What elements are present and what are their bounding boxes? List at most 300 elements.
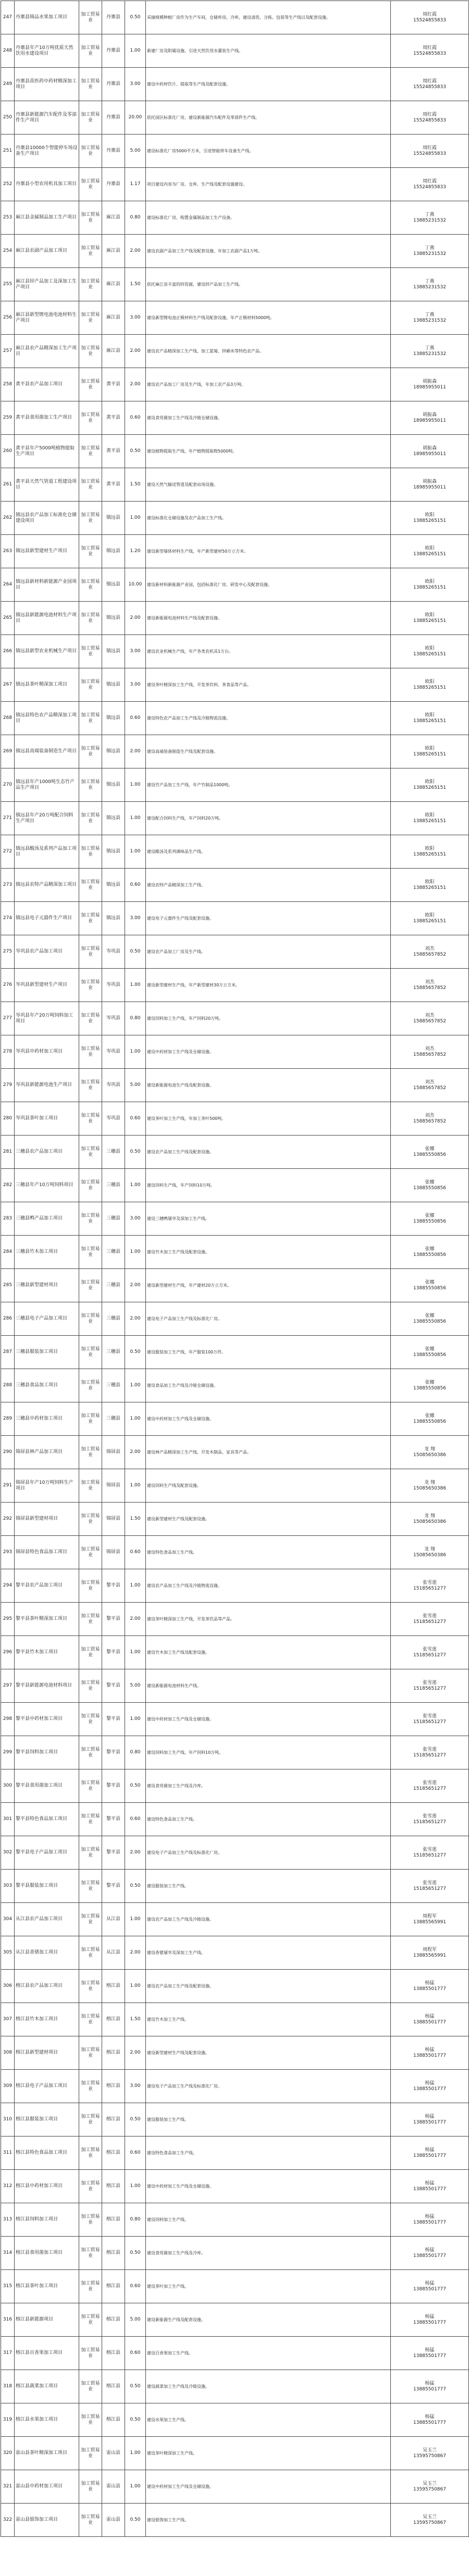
cell-index: 319 (1, 2403, 15, 2437)
cell-contact: 欧阳 13885265151 (391, 735, 469, 768)
cell-project-name: 黎平县电子产品加工项目 (15, 1836, 79, 1870)
cell-contact: 杨猛 13885501777 (391, 2303, 469, 2337)
cell-industry: 加工贸易业 (79, 2036, 102, 2070)
cell-index: 268 (1, 702, 15, 735)
cell-description: 建设标准化厂房5000平方米，引进智能停车设备生产线。 (146, 135, 391, 168)
cell-investment: 0.60 (125, 702, 146, 735)
cell-county: 黄平县 (102, 401, 125, 435)
cell-description: 建设茶叶加工生产线。 (146, 2270, 391, 2303)
table-row (1, 735, 469, 768)
cell-industry: 加工贸易业 (79, 1136, 102, 1169)
table-row (1, 1569, 469, 1603)
cell-index: 296 (1, 1636, 15, 1669)
table-row (1, 1202, 469, 1236)
cell-contact: 刘杰 15885657852 (391, 1069, 469, 1102)
cell-county: 榕江县 (102, 2270, 125, 2303)
cell-description: 建设竹木加工生产线。 (146, 2003, 391, 2036)
cell-investment: 1.20 (125, 535, 146, 568)
cell-investment: 2.00 (125, 368, 146, 401)
cell-contact: 杨猛 13885501777 (391, 2370, 469, 2403)
cell-investment: 0.50 (125, 1336, 146, 1369)
cell-description: 建设服装加工生产线，年产服装100万件。 (146, 1336, 391, 1369)
cell-industry: 加工贸易业 (79, 1636, 102, 1669)
cell-industry: 加工贸易业 (79, 1903, 102, 1936)
cell-index: 254 (1, 235, 15, 268)
cell-contact: 欧阳 13885265151 (391, 635, 469, 668)
cell-index: 263 (1, 535, 15, 568)
cell-project-name: 镇远县年产20万吨配合饲料生产项目 (15, 802, 79, 835)
cell-index: 271 (1, 802, 15, 835)
cell-project-name: 黎平县特色食品加工项目 (15, 1803, 79, 1836)
cell-industry: 加工贸易业 (79, 235, 102, 268)
cell-industry: 加工贸易业 (79, 2070, 102, 2103)
table-row (1, 1703, 469, 1736)
cell-description: 建设电子产品加工生产线及标准化厂房。 (146, 2070, 391, 2103)
cell-county: 麻江县 (102, 268, 125, 301)
cell-industry: 加工贸易业 (79, 1402, 102, 1436)
cell-contact: 胡振森 18985955011 (391, 368, 469, 401)
cell-description: 建设饲料生产线及配套设施。 (146, 1469, 391, 1503)
cell-project-name: 黎平县食用菌加工项目 (15, 1769, 79, 1803)
table-row (1, 1369, 469, 1402)
cell-investment: 0.50 (125, 435, 146, 468)
cell-investment: 20.00 (125, 101, 146, 135)
cell-county: 雷山县 (102, 2470, 125, 2504)
cell-industry: 加工贸易业 (79, 969, 102, 1002)
cell-project-name: 榕江县特色食品加工项目 (15, 2137, 79, 2170)
cell-index: 277 (1, 1002, 15, 1035)
cell-project-name: 锦屏县年产10万吨饲料生产项目 (15, 1469, 79, 1503)
cell-county: 黄平县 (102, 368, 125, 401)
table-row (1, 2170, 469, 2203)
cell-investment: 1.00 (125, 34, 146, 68)
cell-description: 建设林产品精深加工生产线，开发木制品、家具等产品。 (146, 1436, 391, 1469)
cell-investment: 1.00 (125, 1169, 146, 1202)
cell-contact: 张娜 13885550856 (391, 1136, 469, 1169)
cell-description: 建设农产品精深加工生产线，加工蓝莓、锌硒米等特色农产品。 (146, 335, 391, 368)
cell-description: 新建厂房及附属设施，引进天然饮用水灌装生产线。 (146, 34, 391, 68)
cell-investment: 5.00 (125, 135, 146, 168)
cell-description: 采摘规模种植厂房作为生产车间，仓储库房，冷库，建设清洗、分拣、包装等生产线以及配套设施。 (146, 1, 391, 34)
table-row (1, 2370, 469, 2403)
cell-investment: 2.00 (125, 1936, 146, 1970)
cell-contact: 胡振森 18985955011 (391, 468, 469, 502)
cell-county: 麻江县 (102, 335, 125, 368)
cell-project-name: 榕江县新能源项目 (15, 2303, 79, 2337)
cell-investment: 0.60 (125, 401, 146, 435)
cell-investment: 1.50 (125, 268, 146, 301)
cell-index: 321 (1, 2470, 15, 2504)
cell-contact: 张娜 13885550856 (391, 1302, 469, 1336)
table-row (1, 2070, 469, 2103)
cell-description: 建设食用菌加工生产线及冷库。 (146, 1769, 391, 1803)
cell-investment: 2.00 (125, 1302, 146, 1336)
cell-industry: 加工贸易业 (79, 1, 102, 34)
cell-investment: 1.50 (125, 468, 146, 502)
cell-contact: 张雪莲 15185651277 (391, 1636, 469, 1669)
cell-county: 榕江县 (102, 2337, 125, 2370)
cell-county: 三穗县 (102, 1236, 125, 1269)
cell-index: 259 (1, 401, 15, 435)
cell-index: 287 (1, 1336, 15, 1369)
cell-description: 建设植物提取生产线，年产植物提取物5000吨。 (146, 435, 391, 468)
cell-investment: 0.50 (125, 935, 146, 969)
cell-description: 依托麻江县丰富的锌资源，建设锌产品加工生产线。 (146, 268, 391, 301)
cell-index: 298 (1, 1703, 15, 1736)
cell-industry: 加工贸易业 (79, 135, 102, 168)
cell-project-name: 黄平县农产品加工项目 (15, 368, 79, 401)
cell-contact: 欧阳 13885265151 (391, 602, 469, 635)
cell-industry: 加工贸易业 (79, 502, 102, 535)
cell-contact: 杨猛 13885501777 (391, 2103, 469, 2137)
cell-investment: 5.00 (125, 1069, 146, 1102)
cell-industry: 加工贸易业 (79, 2403, 102, 2437)
table-row (1, 201, 469, 235)
cell-industry: 加工贸易业 (79, 301, 102, 335)
cell-index: 291 (1, 1469, 15, 1503)
table-row (1, 235, 469, 268)
cell-county: 锦屏县 (102, 1436, 125, 1469)
cell-investment: 0.80 (125, 2203, 146, 2237)
cell-project-name: 镇远县新型建材生产项目 (15, 535, 79, 568)
cell-county: 雷山县 (102, 2504, 125, 2537)
cell-index: 289 (1, 1402, 15, 1436)
cell-contact: 刘杰 15885657852 (391, 935, 469, 969)
cell-contact: 欧阳 13885265151 (391, 568, 469, 602)
cell-county: 镇远县 (102, 502, 125, 535)
cell-project-name: 镇远县农特产品精深加工项目 (15, 869, 79, 902)
cell-project-name: 麻江县新型锂电池电池材料生产项目 (15, 301, 79, 335)
cell-county: 锦屏县 (102, 1536, 125, 1569)
cell-description: 建设新型墙体材料生产线，年产新型建材50万立方米。 (146, 535, 391, 568)
cell-description: 建设银饰加工生产线。 (146, 2504, 391, 2537)
cell-county: 榕江县 (102, 2137, 125, 2170)
cell-project-name: 榕江县食用菌加工项目 (15, 2237, 79, 2270)
table-row (1, 2437, 469, 2470)
cell-index: 284 (1, 1236, 15, 1269)
cell-contact: 张雪莲 15185651277 (391, 1736, 469, 1769)
cell-description: 建设饲料加工生产线，年产饲料10万吨。 (146, 1736, 391, 1769)
table-row (1, 1536, 469, 1569)
cell-investment: 0.80 (125, 1736, 146, 1769)
table-row (1, 401, 469, 435)
cell-contact: 吴玉兰 13595750867 (391, 2504, 469, 2537)
cell-project-name: 岑巩县年产20万吨饲料加工项目 (15, 1002, 79, 1035)
cell-description: 建设茶叶精深加工生产线，开发茶饮料、茶食品等产品。 (146, 668, 391, 702)
cell-index: 280 (1, 1102, 15, 1136)
cell-contact: 周红霞 15524855833 (391, 135, 469, 168)
cell-county: 镇远县 (102, 768, 125, 802)
cell-description: 建设农产品加工生产线及配套设施。 (146, 1970, 391, 2003)
cell-index: 293 (1, 1536, 15, 1569)
cell-industry: 加工贸易业 (79, 1169, 102, 1202)
cell-project-name: 镇远县年产1000吨生态竹产品生产项目 (15, 768, 79, 802)
cell-project-name: 黄平县天然气管道工程建设项目 (15, 468, 79, 502)
cell-investment: 5.00 (125, 1669, 146, 1703)
cell-project-name: 黎平县服装加工项目 (15, 1870, 79, 1903)
table-row (1, 2137, 469, 2170)
cell-project-name: 麻江县农副产品加工项目 (15, 235, 79, 268)
table-row (1, 902, 469, 935)
cell-contact: 张雪莲 15185651277 (391, 1569, 469, 1603)
table-row (1, 2270, 469, 2303)
cell-investment: 0.50 (125, 2103, 146, 2137)
cell-project-name: 黎平县饲料加工项目 (15, 1736, 79, 1769)
cell-description: 建设蔬菜加工生产线及冷链设施。 (146, 2370, 391, 2403)
cell-index: 314 (1, 2237, 15, 2270)
cell-investment: 1.00 (125, 502, 146, 535)
cell-index: 286 (1, 1302, 15, 1336)
cell-investment: 3.00 (125, 635, 146, 668)
cell-industry: 加工贸易业 (79, 335, 102, 368)
cell-county: 榕江县 (102, 2170, 125, 2203)
cell-industry: 加工贸易业 (79, 869, 102, 902)
cell-contact: 杨猛 13885501777 (391, 2036, 469, 2070)
cell-project-name: 雷山县茶叶精深加工项目 (15, 2437, 79, 2470)
cell-index: 322 (1, 2504, 15, 2537)
cell-description: 建设电子元器件生产线及配套设施。 (146, 902, 391, 935)
cell-contact: 丁燕 13885231532 (391, 301, 469, 335)
cell-industry: 加工贸易业 (79, 101, 102, 135)
cell-county: 三穗县 (102, 1202, 125, 1236)
cell-investment: 2.00 (125, 235, 146, 268)
cell-project-name: 岑巩县中药材加工项目 (15, 1035, 79, 1069)
cell-description: 建设竹产品加工生产线，年产竹制品1000吨。 (146, 768, 391, 802)
cell-description: 建设高端装备制造生产线及配套设施。 (146, 735, 391, 768)
cell-description: 建设农产品加工生产线及配套设施。 (146, 1136, 391, 1169)
cell-description: 建设食用菌加工生产线及冷链仓储设施。 (146, 401, 391, 435)
cell-contact: 欧阳 13885265151 (391, 802, 469, 835)
cell-contact: 张雪莲 15185651277 (391, 1836, 469, 1870)
table-row (1, 468, 469, 502)
cell-index: 275 (1, 935, 15, 969)
cell-project-name: 镇远县新能源电池材料生产项目 (15, 602, 79, 635)
cell-investment: 0.60 (125, 2270, 146, 2303)
cell-contact: 张娜 13885550856 (391, 1336, 469, 1369)
cell-index: 285 (1, 1269, 15, 1302)
cell-industry: 加工贸易业 (79, 1703, 102, 1736)
cell-county: 岑巩县 (102, 1035, 125, 1069)
cell-project-name: 锦屏县新型建材项目 (15, 1503, 79, 1536)
table-row (1, 1970, 469, 2003)
cell-investment: 3.00 (125, 668, 146, 702)
cell-investment: 0.50 (125, 1870, 146, 1903)
cell-index: 269 (1, 735, 15, 768)
cell-project-name: 榕江县茶叶加工项目 (15, 2270, 79, 2303)
cell-index: 265 (1, 602, 15, 635)
cell-project-name: 榕江县水果加工项目 (15, 2403, 79, 2437)
cell-investment: 0.50 (125, 2237, 146, 2270)
cell-contact: 刘杰 15885657852 (391, 1002, 469, 1035)
cell-description: 建设茶叶精深加工生产线。 (146, 2437, 391, 2470)
cell-index: 266 (1, 635, 15, 668)
cell-industry: 加工贸易业 (79, 1503, 102, 1536)
cell-contact: 张雪莲 15185651277 (391, 1603, 469, 1636)
cell-investment: 10.00 (125, 568, 146, 602)
cell-contact: 龙 翔 15085650386 (391, 1503, 469, 1536)
cell-project-name: 麻江县农产品精深加工生产项目 (15, 335, 79, 368)
cell-project-name: 榕江县电子产品加工项目 (15, 2070, 79, 2103)
cell-investment: 0.50 (125, 1, 146, 34)
cell-contact: 吴玉兰 13595750867 (391, 2470, 469, 2504)
table-row (1, 2203, 469, 2237)
cell-industry: 加工贸易业 (79, 1536, 102, 1569)
cell-county: 镇远县 (102, 869, 125, 902)
table-row (1, 835, 469, 869)
table-row (1, 635, 469, 668)
cell-county: 岑巩县 (102, 969, 125, 1002)
cell-industry: 加工贸易业 (79, 935, 102, 969)
cell-contact: 欧阳 13885265151 (391, 902, 469, 935)
table-row (1, 1836, 469, 1870)
cell-description: 建设茶叶加工生产线，年加工茶叶500吨。 (146, 1102, 391, 1136)
cell-project-name: 榕江县饲料加工项目 (15, 2203, 79, 2237)
cell-description: 建设农产品加工生产线及冷链物流设施。 (146, 1569, 391, 1603)
cell-project-name: 镇远县酸汤及系列产品加工项目 (15, 835, 79, 869)
table-row (1, 2303, 469, 2337)
cell-industry: 加工贸易业 (79, 1035, 102, 1069)
cell-project-name: 三穗县中药材加工项目 (15, 1402, 79, 1436)
cell-index: 294 (1, 1569, 15, 1603)
cell-index: 306 (1, 1970, 15, 2003)
table-row (1, 1236, 469, 1269)
cell-project-name: 丹寨县小型农用机具加工项目 (15, 168, 79, 201)
cell-investment: 0.80 (125, 201, 146, 235)
cell-description: 建设饲料加工生产线。 (146, 2203, 391, 2237)
cell-index: 256 (1, 301, 15, 335)
cell-contact: 龙 翔 15085650386 (391, 1436, 469, 1469)
cell-county: 锦屏县 (102, 1469, 125, 1503)
cell-description: 建设天然气输送管道及配套站场设施。 (146, 468, 391, 502)
cell-description: 建设饲料生产线，年产饲料10万吨。 (146, 1169, 391, 1202)
table-row (1, 435, 469, 468)
cell-description: 建设服装加工生产线。 (146, 2103, 391, 2137)
cell-industry: 加工贸易业 (79, 2437, 102, 2470)
cell-industry: 加工贸易业 (79, 668, 102, 702)
cell-county: 镇远县 (102, 902, 125, 935)
cell-index: 281 (1, 1136, 15, 1169)
cell-investment: 0.60 (125, 1803, 146, 1836)
cell-index: 307 (1, 2003, 15, 2036)
cell-contact: 张娜 13885550856 (391, 1369, 469, 1402)
cell-project-name: 榕江县农产品加工项目 (15, 1970, 79, 2003)
cell-county: 黎平县 (102, 1603, 125, 1636)
cell-description: 建设中药材加工生产线及仓储设施。 (146, 1035, 391, 1069)
cell-industry: 加工贸易业 (79, 1202, 102, 1236)
table-row (1, 2504, 469, 2537)
table-row (1, 1469, 469, 1503)
cell-industry: 加工贸易业 (79, 535, 102, 568)
table-row (1, 535, 469, 568)
cell-industry: 加工贸易业 (79, 902, 102, 935)
cell-county: 镇远县 (102, 668, 125, 702)
cell-investment: 1.00 (125, 1369, 146, 1402)
cell-investment: 3.00 (125, 1202, 146, 1236)
cell-investment: 0.50 (125, 1769, 146, 1803)
cell-project-name: 岑巩县农产品加工项目 (15, 935, 79, 969)
cell-industry: 加工贸易业 (79, 1769, 102, 1803)
cell-description: 建设服装加工生产线。 (146, 1870, 391, 1903)
cell-county: 镇远县 (102, 802, 125, 835)
cell-project-name: 镇远县高端装备制造生产项目 (15, 735, 79, 768)
cell-index: 301 (1, 1803, 15, 1836)
cell-description: 建设特色食品加工生产线。 (146, 1803, 391, 1836)
cell-index: 290 (1, 1436, 15, 1469)
cell-industry: 加工贸易业 (79, 568, 102, 602)
cell-contact: 周红霞 15524855833 (391, 168, 469, 201)
cell-contact: 丁燕 13885231532 (391, 235, 469, 268)
table-row (1, 335, 469, 368)
cell-county: 黎平县 (102, 1669, 125, 1703)
cell-contact: 杨猛 13885501777 (391, 2337, 469, 2370)
cell-index: 247 (1, 1, 15, 34)
cell-county: 三穗县 (102, 1336, 125, 1369)
cell-contact: 张雪莲 15185651277 (391, 1870, 469, 1903)
cell-index: 262 (1, 502, 15, 535)
cell-industry: 加工贸易业 (79, 68, 102, 101)
cell-industry: 加工贸易业 (79, 1069, 102, 1102)
cell-index: 317 (1, 2337, 15, 2370)
cell-county: 榕江县 (102, 2203, 125, 2237)
cell-investment: 1.00 (125, 1236, 146, 1269)
cell-index: 258 (1, 368, 15, 401)
cell-description: 建设标准化厂房，购置金属制品加工生产设备。 (146, 201, 391, 235)
cell-contact: 欧阳 13885265151 (391, 502, 469, 535)
cell-investment: 2.00 (125, 2036, 146, 2070)
cell-contact: 欧阳 13885265151 (391, 535, 469, 568)
cell-county: 麻江县 (102, 201, 125, 235)
cell-index: 260 (1, 435, 15, 468)
cell-description: 建设新能源电池材料生产线。 (146, 1669, 391, 1703)
table-row (1, 1603, 469, 1636)
cell-contact: 张娜 13885550856 (391, 1236, 469, 1269)
cell-contact: 张娜 13885550856 (391, 1402, 469, 1436)
cell-index: 282 (1, 1169, 15, 1202)
cell-county: 丹寨县 (102, 34, 125, 68)
cell-description: 建设特色食品加工生产线。 (146, 2137, 391, 2170)
table-row (1, 1336, 469, 1369)
table-row (1, 1903, 469, 1936)
cell-description: 建设三穗鸭屠宰及深加工生产线。 (146, 1202, 391, 1236)
cell-county: 岑巩县 (102, 1002, 125, 1035)
table-row (1, 1, 469, 34)
cell-description: 建设农产品加工生产线及冷链设施。 (146, 1903, 391, 1936)
cell-investment: 1.00 (125, 2470, 146, 2504)
cell-investment: 5.00 (125, 2303, 146, 2337)
cell-project-name: 岑巩县新型建材生产项目 (15, 969, 79, 1002)
cell-industry: 加工贸易业 (79, 435, 102, 468)
cell-investment: 0.50 (125, 2504, 146, 2537)
cell-contact: 杨猛 13885501777 (391, 2203, 469, 2237)
cell-industry: 加工贸易业 (79, 1436, 102, 1469)
cell-project-name: 丹寨县锦品水果加工项目 (15, 1, 79, 34)
cell-investment: 1.00 (125, 835, 146, 869)
cell-description: 建设中药材加工生产线及仓储设施。 (146, 1402, 391, 1436)
cell-description: 建设新能源电池生产线及配套设施。 (146, 1069, 391, 1102)
cell-index: 249 (1, 68, 15, 101)
cell-project-name: 三穗县新型建材项目 (15, 1269, 79, 1302)
table-row (1, 1936, 469, 1970)
table-row (1, 268, 469, 301)
cell-industry: 加工贸易业 (79, 368, 102, 401)
cell-county: 榕江县 (102, 2237, 125, 2270)
cell-county: 榕江县 (102, 2403, 125, 2437)
cell-description: 建设百香果加工生产线。 (146, 2337, 391, 2370)
cell-project-name: 岑巩县茶叶加工项目 (15, 1102, 79, 1136)
cell-description: 建设中药材加工生产线及仓储设施。 (146, 2170, 391, 2203)
cell-description: 建设新能源生产线及配套设施。 (146, 2303, 391, 2337)
cell-description: 建设食用菌加工生产线及冷库。 (146, 2237, 391, 2270)
